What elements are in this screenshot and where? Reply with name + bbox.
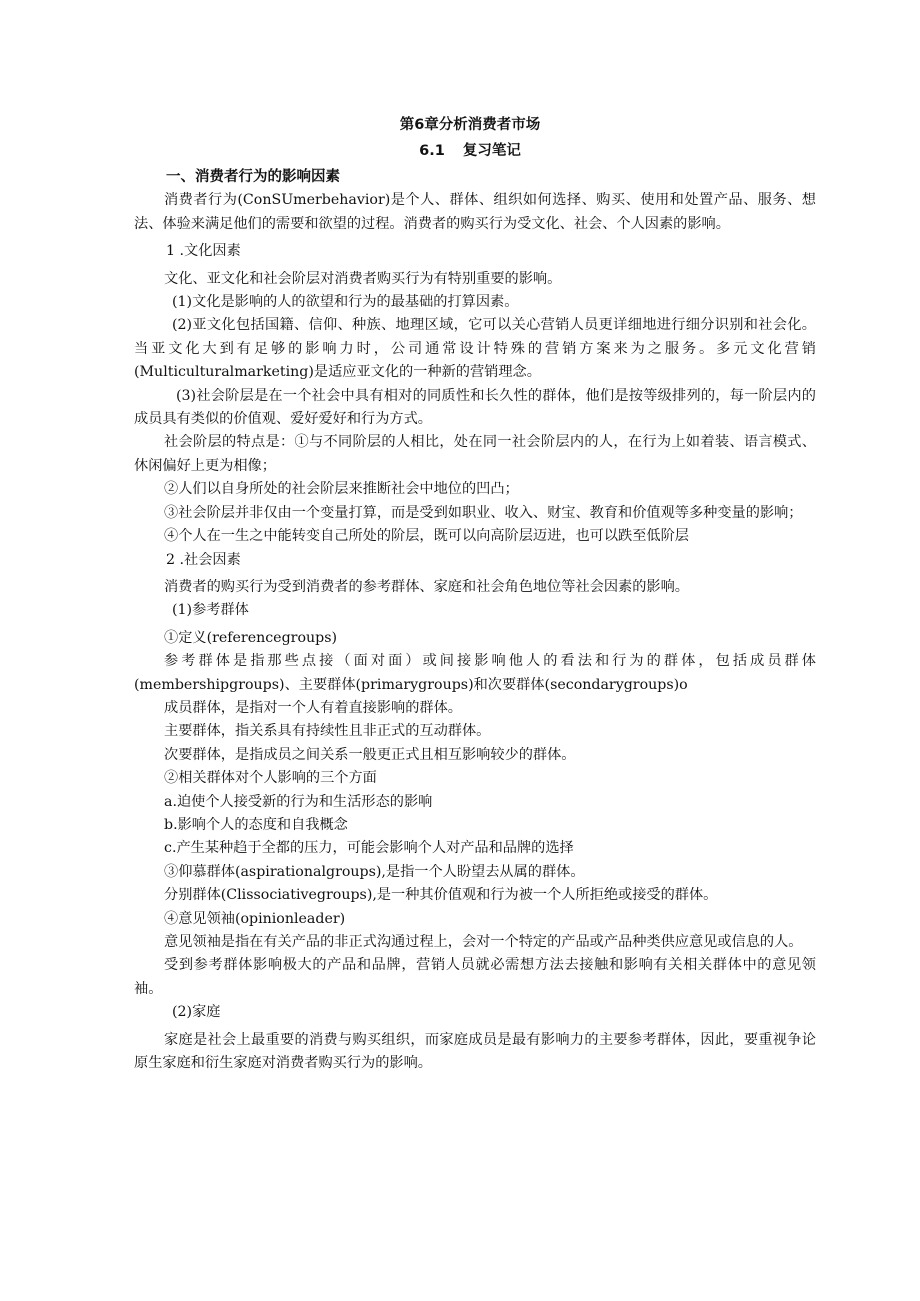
paragraph: 参考群体是指那些点接（面对面）或间接影响他人的看法和行为的群体，包括成员群体(membershipgroups)、主要群体(primarygroups)和次要群体(secondarygroups)o xyxy=(134,653,816,693)
section-subtitle xyxy=(0,141,920,161)
paragraph: 消费者行为(ConSUmerbehavior)是个人、群体、组织如何选择、购买、使用和处置产品、服务、想法、体验来满足他们的需要和欲望的过程。消费者的购买行为受文化、社会、个人因素的影响。 xyxy=(134,192,816,232)
paragraph: 次要群体，是指成员之间关系一般更正式且相互影响较少的群体。 xyxy=(164,746,576,763)
paragraph: ④个人在一生之中能转变自己所处的阶层，既可以向高阶层迈进，也可以跌至低阶层 xyxy=(164,528,689,545)
paragraph: ②人们以自身所处的社会阶层来推断社会中地位的凹凸； xyxy=(164,481,519,498)
paragraph: ①定义(referencegroups) xyxy=(164,629,338,646)
paragraph: ③仰慕群体(aspirationalgroups),是指一个人盼望去从属的群体。 xyxy=(164,863,585,880)
heading-consumer-behavior-factors: 一、消费者行为的影响因素 xyxy=(166,169,340,185)
section-subtitle-text: 复习笔记 xyxy=(462,143,521,159)
subsection-heading-family: (2)家庭 xyxy=(172,1004,221,1021)
paragraph: (1)文化是影响的人的欲望和行为的最基础的打算因素。 xyxy=(172,294,519,311)
paragraph: (3)社会阶层是在一个社会中具有相对的同质性和长久性的群体，他们是按等级排列的，每一阶层内的成员具有类似的价值观、爱好爱好和行为方式。 xyxy=(134,387,816,428)
paragraph: 消费者的购买行为受到消费者的参考群体、家庭和社会角色地位等社会因素的影响。 xyxy=(164,578,689,595)
section-heading-culture: 1 .文化因素 xyxy=(166,243,241,260)
section-number: 6.1 xyxy=(419,143,445,159)
paragraph: 意见领袖是指在有关产品的非正式沟通过程上，会对一个特定的产品或产品种类供应意见或信息的人。 xyxy=(164,934,803,950)
section-heading-social: 2 .社会因素 xyxy=(166,551,241,568)
paragraph: 社会阶层的特点是：①与不同阶层的人相比，处在同一社会阶层内的人，在行为上如着装、语言模式、休闲偏好上更为相像； xyxy=(134,434,816,474)
paragraph: 主要群体，指关系具有持续性且非正式的互动群体。 xyxy=(164,723,491,740)
paragraph: (2)亚文化包括国籍、信仰、种族、地理区域，它可以关心营销人员更详细地进行细分识别和社会化。当亚文化大到有足够的影响力时，公司通常设计特殊的营销方案来为之服务。多元文化营销(Multiculturalmarketing)是适应亚文化的一种新的营销理念。 xyxy=(134,317,816,381)
paragraph: ④意见领袖(opinionleader) xyxy=(164,910,346,927)
paragraph: 文化、亚文化和社会阶层对消费者购买行为有特别重要的影响。 xyxy=(164,270,562,287)
paragraph: c.产生某种趋于全都的压力，可能会影响个人对产品和品牌的选择 xyxy=(164,840,574,857)
paragraph: ②相关群体对个人影响的三个方面 xyxy=(164,770,377,787)
subsection-heading-reference-groups: (1)参考群体 xyxy=(172,602,249,619)
paragraph: a.迫使个人接受新的行为和生活形态的影响 xyxy=(164,793,433,810)
paragraph: 受到参考群体影响极大的产品和品牌，营销人员就必需想方法去接触和影响有关相关群体中的意见领袖。 xyxy=(134,957,816,997)
document-body xyxy=(134,166,816,1075)
paragraph: 分别群体(Clissociativegroups),是一种其价值观和行为被一个人所拒绝或接受的群体。 xyxy=(164,887,718,904)
paragraph: 家庭是社会上最重要的消费与购买组织，而家庭成员是最有影响力的主要参考群体，因此，要重视争论原生家庭和衍生家庭对消费者购买行为的影响。 xyxy=(134,1031,816,1072)
chapter-title: 第6章分析消费者市场 xyxy=(399,117,541,133)
paragraph: 成员群体，是指对一个人有着直接影响的群体。 xyxy=(164,699,462,716)
paragraph: b.影响个人的态度和自我概念 xyxy=(164,816,348,833)
paragraph: ③社会阶层并非仅由一个变量打算，而是受到如职业、收入、财宝、教育和价值观等多种变量的影响； xyxy=(164,504,803,521)
